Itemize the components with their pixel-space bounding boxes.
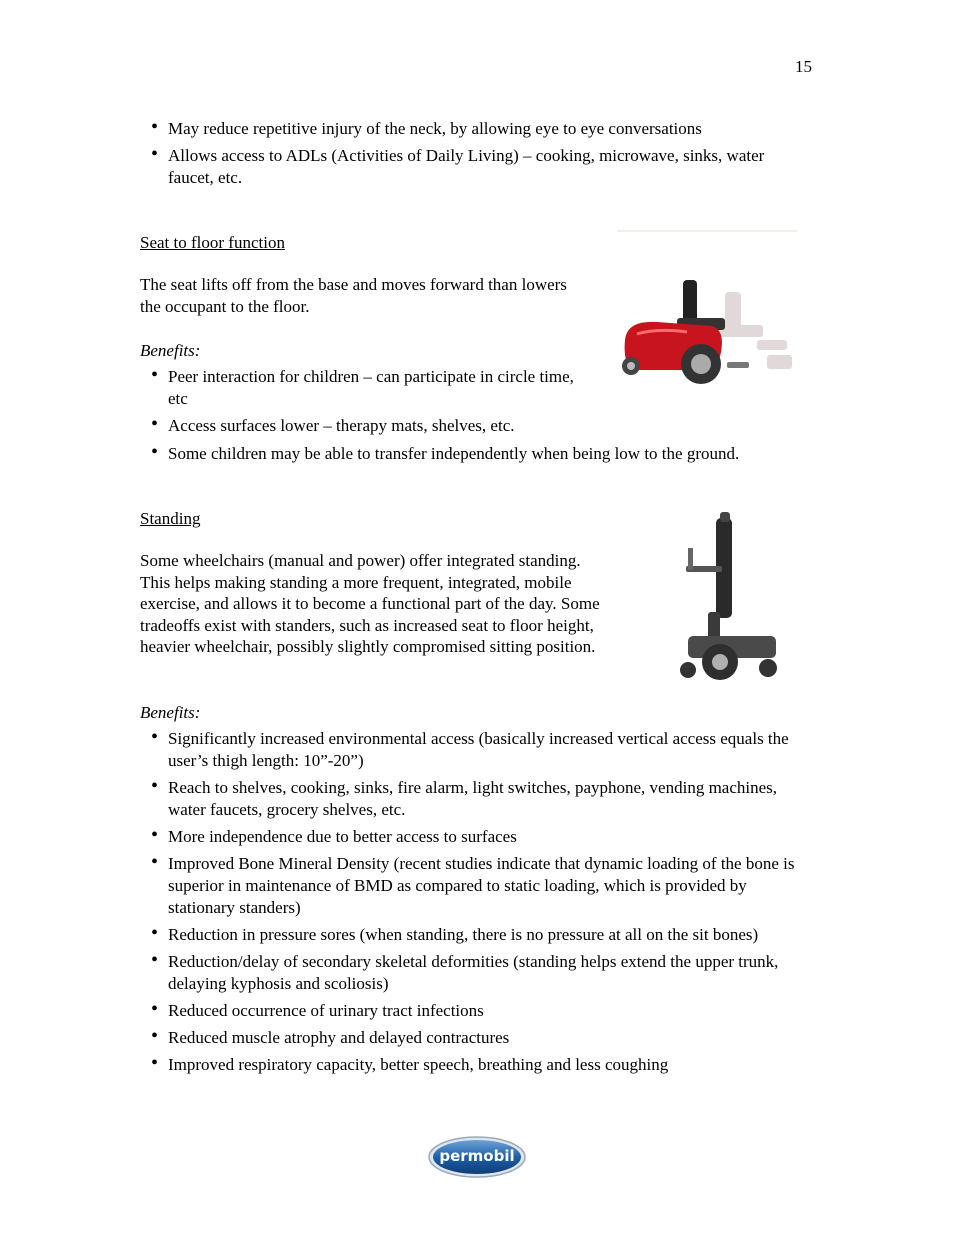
seat-to-floor-benefits-list-wide <box>140 443 820 470</box>
list-item: • Access surfaces lower – therapy mats, shelves, etc. <box>140 415 580 437</box>
list-item: • More independence due to better access to surfaces <box>140 826 810 848</box>
seat-to-floor-heading: Seat to floor function <box>140 233 285 252</box>
list-item: • Reach to shelves, cooking, sinks, fire alarm, light switches, payphone, vending machines, water faucets, grocery shelves, etc. <box>140 777 810 821</box>
list-item: • Some children may be able to transfer independently when being low to the ground. <box>140 443 820 465</box>
standing-wheelchair-image <box>672 512 787 687</box>
list-item: • Improved respiratory capacity, better speech, breathing and less coughing <box>140 1054 810 1076</box>
intro-bullet-list <box>140 118 790 194</box>
list-item: • Reduced muscle atrophy and delayed contractures <box>140 1027 810 1049</box>
list-item: • Allows access to ADLs (Activities of Daily Living) – cooking, microwave, sinks, water faucet, etc. <box>140 145 790 189</box>
seat-to-floor-benefits-list <box>140 366 580 442</box>
seat-to-floor-description: The seat lifts off from the base and moves forward than lowers the occupant to the floor. <box>140 275 567 316</box>
list-item: • Reduced occurrence of urinary tract infections <box>140 1000 810 1022</box>
list-item: • Reduction/delay of secondary skeletal deformities (standing helps extend the upper trunk, delaying kyphosis and scoliosis) <box>140 951 810 995</box>
standing-benefits-label: Benefits: <box>140 703 201 722</box>
list-item: • Significantly increased environmental access (basically increased vertical access equals the user’s thigh length: 10”-20”) <box>140 728 810 772</box>
list-item: • May reduce repetitive injury of the neck, by allowing eye to eye conversations <box>140 118 790 140</box>
standing-heading: Standing <box>140 509 201 528</box>
seat-to-floor-wheelchair-image <box>617 230 797 410</box>
list-item: • Reduction in pressure sores (when standing, there is no pressure at all on the sit bones) <box>140 924 810 946</box>
permobil-logo <box>427 1134 527 1180</box>
list-item: • Improved Bone Mineral Density (recent studies indicate that dynamic loading of the bone is superior in maintenance of BMD as compared to static loading, which is provided by stationary standers) <box>140 853 810 919</box>
list-item: • Peer interaction for children – can participate in circle time, etc <box>140 366 580 410</box>
seat-to-floor-benefits-label: Benefits: <box>140 341 201 360</box>
page-number: 15 <box>795 57 812 76</box>
standing-description: Some wheelchairs (manual and power) offer integrated standing. This helps making standing a more frequent, integrated, mobile exercise, and allows it to become a functional part of the day. Some tradeoffs exist with standers, such as increased seat to floor height, heavier wheelchair, possibly slightly compromised sitting position. <box>140 551 600 657</box>
logo-text: permobil <box>439 1147 515 1165</box>
standing-benefits-list <box>140 728 810 1081</box>
